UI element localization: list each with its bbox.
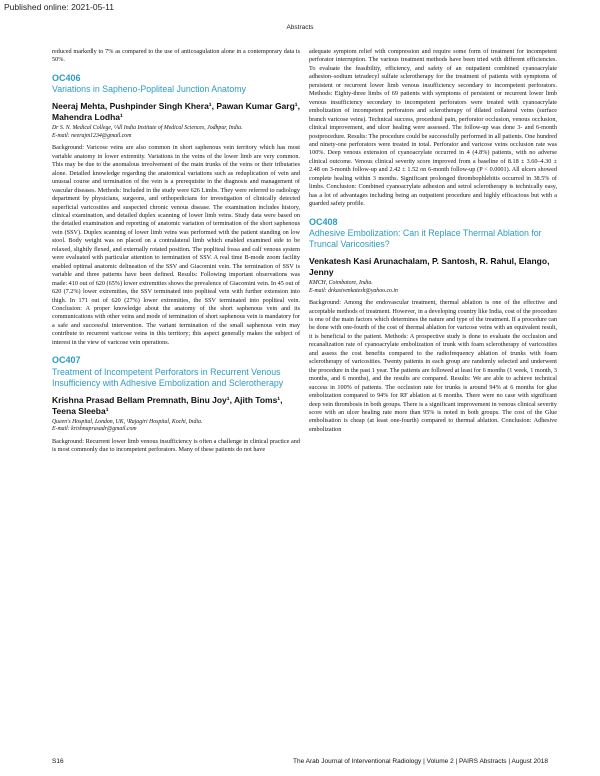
abstract-number: OC408 (309, 216, 338, 227)
page-number: S16 (52, 758, 64, 765)
abstract-title: Treatment of Incompetent Perforators in Recurrent Venous Insufficiency with Adhesive Embolization and Sclerotherapy (52, 366, 284, 388)
abstract-affiliation (52, 125, 300, 140)
published-date: Published online: 2021-05-11 (4, 2, 114, 12)
abstract-affiliation (309, 280, 557, 295)
continued-text: adequate symptom relief with compression and require some form of treatment for incompetent perforator interruption. The various treatment methods have been tried with different efficiencies. To evaluate the feasibility, efficiency, and safety of an outpatient combined cyanoacrylate adhesion–sodium tetradecyl sulfate sclerotherapy for the treatment of patients with symptoms of persistent or recurrent lower limb venous insufficiency secondary to incompetent perforators. Methods: Eighty-three limbs of 69 patients with symptoms of persistent or recurrent lower limb venous insufficiency secondary to incompetent perforators were treated with cyanoacrylate embolization of incompetent perforators and sclerotherapy of dilated collateral veins (surface branch varicose veins). Technical success, procedural pain, perforator occlusion, venous occlusion, clinical improvement, and ulcer healing were assessed. The follow-up was done 3- and 6-month postprocedure. Results: The procedure could be successfully performed in all patients. One hundred and ninety-one perforators were treated in total. Perforator and varicose veins occlusion rate was 100%. Deep venous extension of cyanoacrylate occurred in 4 (4.8%) patients, with no adverse clinical outcome. Venous clinical severity score improved from a baseline of 8.18 ± 3.60–4.30 ± 2.48 on 3-month follow-up and 2.42 ± 1.52 on 6-month follow-up (P < 0.0001). All ulcers showed complete healing within 3 months. Significant prolonged thrombophlebitis occurred in 38.5% of limbs. Conclusion: Combined cyanoacrylate adhesion and setrol sclerotherapy is technically easy, has a lot of advantages including being an outpatient procedure and highly efficacious but with a guarded safety profile. (309, 48, 557, 208)
abstract-number: OC406 (52, 72, 81, 83)
abstract-oc407 (52, 356, 300, 454)
abstract-body: Background: Among the endovascular treatment, thermal ablation is one of the effective and acceptable methods of treatment. However, in a developing country like India, cost of the procedure is one of the main factors which determines the nature and type of the treatment. If a procedure can be done with one-fourth of the cost of thermal ablation for varicose veins with an equivalent result, it is beneficial to the patient. Methods: A prospective study is done to evaluate the occlusion and recanalization rate of cyanoacrylate embolization of trunk with foam sclerotherapy of varicosities and assess the cost benefits compared to the radiofrequency ablation of trunks with foam sclerotherapy of varicosities. Twenty patients in each group are randomly selected and underwent the procedure in the past 1 year. The patients are followed at least for 6 months (1 week, 1 month, 3 months, and 6 months), and the results are compared. Results: We are able to achieve technical success in 100% of patients. The occlusion rate for trunks is around 94% at 6 months for glue embolization compared to 94% for RF ablation at 6 months. There were no case with significant deep vein thrombosis in both groups. There is a significant improvement in venous clinical severity score with an ulcer healing rate more than 95% is noted in both groups. The cost of the Glue embolisation is cheap (at least one-fourth) compared to thermal ablation. Conclusion: Adhesive embolization (309, 299, 557, 433)
affiliation-text: KMCH, Coimbatore, India. (309, 280, 373, 287)
abstract-affiliation (52, 419, 300, 434)
journal-footer: The Arab Journal of Interventional Radiology | Volume 2 | PAIRS Abstracts | August 2018 (293, 758, 548, 765)
email-text: E-mail: krishnaprasadr@gmail.com (52, 426, 137, 433)
abstract-authors: Neeraj Mehta, Pushpinder Singh Khera¹, Pawan Kumar Garg¹, Mahendra Lodha¹ (52, 101, 300, 123)
abstract-authors: Venkatesh Kasi Arunachalam, P. Santosh, R. Rahul, Elango, Jenny (309, 256, 550, 278)
affiliation-text: Queen's Hospital, London, UK, ¹Rajagiri Hospital, Kochi, India. (52, 418, 203, 425)
right-column (309, 48, 557, 434)
affiliation-text: Dr S. N. Medical College, ¹All India Institute of Medical Sciences, Jodhpur, India. (52, 125, 243, 132)
abstract-oc408 (309, 218, 557, 435)
continued-text: reduced markedly to 7% as compared to the use of anticoagulation alone in a contemporary data is 50%. (52, 48, 300, 64)
abstract-body: Background: Varicose veins are also common in short saphenous vein territory which has most variable anatomy in lower extremity. Variations in the veins of the lower limb are very common. This may be due to the anomalous involvement of the main trunks of the veins or their tributaries alone. Detailed knowledge regarding the anatomical variations such as reduplication of vein and unusual course and termination of the vein is a prerequisite in the diagnosis and management of vascular diseases. Methods: Included in the study were 626 Limbs. They were referred to radiology department by physicians, surgeons, and orthopedicians for investigation of clinically detected superficial varicosities and suspected chronic venous disease. The examination includes history, clinical examination, and detailed duplex scanning of lower limb veins. Study data were based on the detailed examination and reporting of anatomic variation of termination of the short saphenous vein (SSV). Duplex scanning of lower limb veins was performed with the patient standing on low stool. Body weight was on placed on a contralateral limb which enabled examined side to be relaxed, slightly flexed, and externally rotated position. The popliteal fossa and calf venous system were evaluated with particular attention to termination of SSV. A real time B-mode zoom facility enabled optimal anatomic delineation of the SSV and Giacomini vein. The termination of SSV is variable and three patterns have been defined. Results: Following important observations was made: 410 out of 620 (65%) lower extremities shows the prevalence of Giacomini vein. In 45 out of 620 (7.2%) lower extremities, the SSV terminated into popliteal vein with further extension into thigh. In 171 out of 620 (27%) lower extremities, the SSV terminated into popliteal vein. Conclusion: A proper knowledge about the anatomy of the short saphenous vein and its communications with other veins and mode of termination of short saphenous vein is mandatory for a safe and successful intervention. The variant termination of the small saphenous vein may contribute to recurrent varicose veins in this territory; this aspect generally makes the subject of interest in the view of varicose vein operations. (52, 144, 300, 346)
abstract-title: Variations in Sapheno-Popliteal Junction Anatomy (52, 84, 246, 95)
email-text: E-mail: drkasivenkatesh@yahoo.co.in (309, 287, 398, 294)
abstract-title: Adhesive Embolization: Can it Replace Thermal Ablation for Truncal Varicosities? (309, 228, 542, 250)
abstract-oc406 (52, 74, 300, 347)
running-title: Abstracts (286, 24, 314, 31)
left-column (52, 48, 300, 455)
abstract-body: Background: Recurrent lower limb venous insufficiency is often a challenge in clinical practice and is most commonly due to incompetent perforators. Many of these patients do not have (52, 437, 300, 454)
abstract-number: OC407 (52, 355, 81, 366)
email-text: E-mail: neerajm1234@gmail.com (52, 132, 132, 139)
abstract-authors: Krishna Prasad Bellam Premnath, Binu Joy¹, Ajith Toms¹, Teena Sleeba¹ (52, 394, 283, 416)
